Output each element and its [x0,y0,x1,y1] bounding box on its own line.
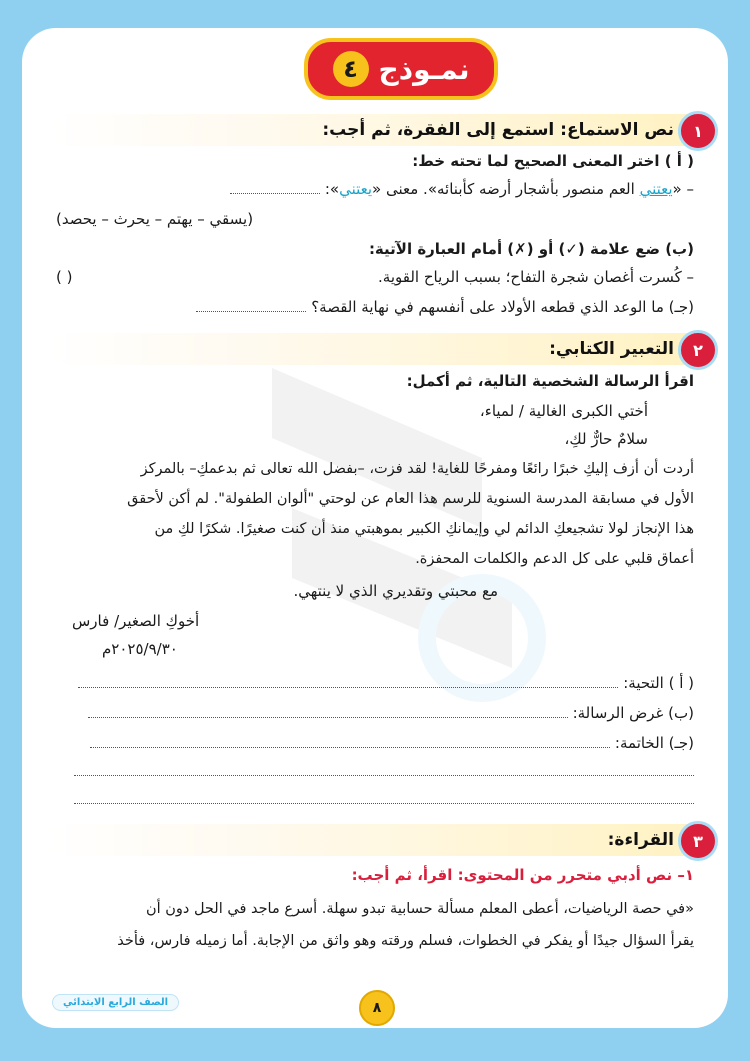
question-purpose [56,702,694,724]
model-title-badge [304,38,498,100]
answer-line[interactable] [78,675,618,688]
section-title: نص الاستماع: استمع إلى الفقرة، ثم أجب: [322,120,674,140]
section-number: ١ [678,111,718,151]
section-number: ٢ [678,330,718,370]
writing-instruction: اقرأ الرسالة الشخصية التالية، ثم أكمل: [406,372,694,390]
page-number: ٨ [359,990,395,1026]
reading-text-line: «في حصة الرياضيات، أعطى المعلم مسألة حسابية تبدو سهلة. أسرع ماجد في الحل دون أن [145,901,694,917]
section-writing-header [50,333,703,365]
section-number: ٣ [678,821,718,861]
worksheet-page [22,28,728,1028]
letter-signature: أخوكِ الصغير/ فارس [72,612,200,630]
letter-body-line: الأول في مسابقة المدرسة السنوية للرسم هذا العام عن لوحتي "ألوان الطفولة". لم أكن لأحقق [127,491,694,507]
letter-date: ٢٠٢٥/٩/٣٠م [102,640,178,658]
question-a-sentence [56,178,694,200]
section-title: التعبير الكتابي: [549,339,674,359]
model-title: نمـوذج [378,52,470,86]
question-a-label: ( أ ) اختر المعنى الصحيح لما تحته خط: [412,152,694,170]
quote-open: – « [672,180,694,198]
grade-badge: الصف الرابع الابتدائي [52,994,179,1011]
answer-line-extra[interactable] [56,788,694,810]
answer-line[interactable] [90,735,610,748]
reading-text-line: يقرأ السؤال جيدًا أو يفكر في الخطوات، فسلم ورقته وهو واثق من الإجابة. أما زميله فارس، فأخذ [117,933,694,949]
section-title: القراءة: [607,830,674,850]
letter-body-line: أعماق قلبي على كل الدعم والكلمات المحفزة. [415,551,694,567]
question-b-label: (ب) ضع علامة (✓) أو (✗) أمام العبارة الآتية: [368,240,694,258]
target-word: يعتني [339,180,373,198]
question-c [56,296,694,318]
letter-greeting: سلامٌ حارٌّ لكِ، [564,430,648,448]
section-listening-header [50,114,703,146]
model-number: ٤ [333,51,369,87]
underlined-word: يعتني [639,180,673,198]
letter-body-line: هذا الإنجاز لولا تشجيعكِ الدائم لي وإيمانكِ الكبير بموهبتي منذ أن كنت صغيرًا. شكرًا لكِ من [154,521,694,537]
answer-line-extra[interactable] [56,760,694,782]
sentence-text: العم منصور بأشجار أرضه كأبنائه». معنى « [372,180,640,198]
section-reading-header [50,824,703,856]
answer-line[interactable] [88,705,568,718]
letter-closing: مع محبتي وتقديري الذي لا ينتهي. [293,582,498,600]
statement-text: – كُسرت أغصان شجرة التفاح؛ بسبب الرياح القوية. [378,268,694,286]
question-a-choices: (يسقي – يهتم – يحرث – يحصد) [56,210,254,228]
question-greeting [56,672,694,694]
question-closing [56,732,694,754]
reading-subtitle: ١– نص أدبي متحرر من المحتوى: اقرأ، ثم أجب: [351,866,694,884]
answer-line[interactable] [196,299,306,312]
question-closing-label: (جـ) الخاتمة: [614,734,694,752]
letter-body-line: أردت أن أزف إليكِ خبرًا رائعًا ومفرحًا للغاية! لقد فزت، –بفضل الله تعالى ثم بدعمكِ– بالمركز [140,461,694,477]
quote-close: »: [324,180,340,198]
letter-recipient: أختي الكبرى الغالية / لمياء، [479,402,648,420]
answer-box[interactable]: ( ) [56,268,73,286]
question-c-label: (جـ) ما الوعد الذي قطعه الأولاد على أنفسهم في نهاية القصة؟ [311,298,694,316]
question-greeting-label: ( أ ) التحية: [623,674,694,692]
answer-line[interactable] [230,181,320,194]
question-purpose-label: (ب) غرض الرسالة: [572,704,694,722]
